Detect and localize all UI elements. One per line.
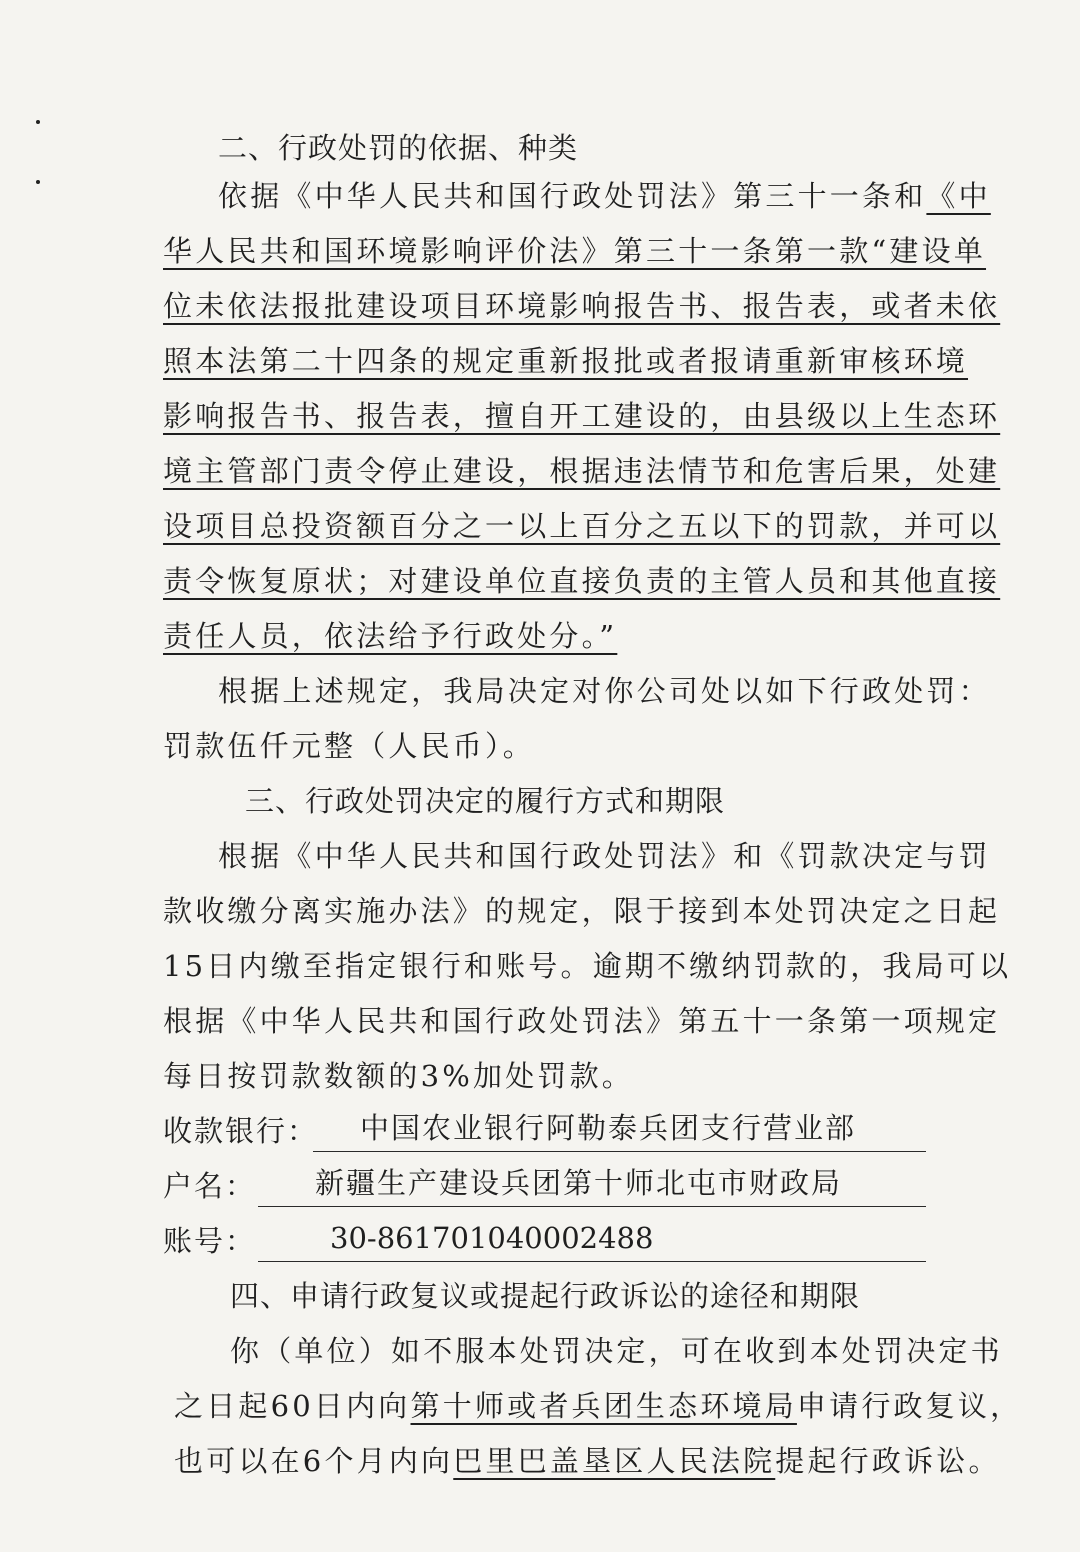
paragraph-line: 照本法第二十四条的规定重新报批或者报请重新审核环境 — [163, 344, 969, 378]
account-number-label: 账号： — [163, 1224, 257, 1258]
punch-mark-dot — [36, 180, 40, 184]
underlined-text-run: 《中 — [926, 179, 991, 213]
underlined-text-run: 第十师或者兵团生态环境局 — [410, 1389, 797, 1423]
account-name-label: 户名： — [163, 1169, 257, 1203]
paragraph-line: 位未依法报批建设项目环境影响报告书、报告表，或者未依 — [163, 289, 1001, 323]
paragraph-line: 根据上述规定，我局决定对你公司处以如下行政处罚： — [218, 674, 991, 708]
bank-value: 中国农业银行阿勒泰兵团支行营业部 — [360, 1111, 857, 1145]
bank-label: 收款银行： — [163, 1114, 319, 1148]
paragraph-line: 罚款伍仟元整（人民币）。 — [163, 729, 535, 763]
punch-mark-dot — [36, 120, 40, 124]
section-3-heading: 三、行政处罚决定的履行方式和期限 — [245, 784, 726, 818]
paragraph-line: 设项目总投资额百分之一以上百分之五以下的罚款，并可以 — [163, 509, 1001, 543]
paragraph-line — [174, 1441, 1001, 1481]
account-number-value: 30-861701040002488 — [330, 1221, 654, 1255]
paragraph-line — [218, 176, 991, 216]
paragraph-line: 影响报告书、报告表，擅自开工建设的，由县级以上生态环 — [163, 399, 1001, 433]
paragraph-line: 责令恢复原状；对建设单位直接负责的主管人员和其他直接 — [163, 564, 1001, 598]
paragraph-line: 15日内缴至指定银行和账号。逾期不缴纳罚款的，我局可以 — [163, 949, 1012, 983]
account-name-underline — [258, 1206, 926, 1207]
paragraph-line: 每日按罚款数额的3%加处罚款。 — [163, 1059, 635, 1093]
text-run: 依据《中华人民共和国行政处罚法》第三十一条和 — [218, 179, 927, 213]
section-2-heading: 二、行政处罚的依据、种类 — [218, 131, 579, 165]
account-name-value: 新疆生产建设兵团第十师北屯市财政局 — [315, 1166, 843, 1200]
paragraph-line: 根据《中华人民共和国行政处罚法》和《罚款决定与罚 — [218, 839, 991, 873]
text-run: 申请行政复议， — [796, 1389, 1023, 1423]
account-number-underline — [258, 1261, 926, 1262]
text-run: 之日起60日内向 — [174, 1389, 411, 1423]
paragraph-line: 责任人员，依法给予行政处分。” — [163, 619, 618, 653]
underlined-text-run: 巴里巴盖垦区人民法院 — [453, 1444, 776, 1478]
text-run: 也可以在6个月内向 — [174, 1444, 454, 1478]
bank-underline — [313, 1151, 926, 1152]
paragraph-line: 你（单位）如不服本处罚决定，可在收到本处罚决定书 — [230, 1334, 1003, 1368]
text-run: 提起行政诉讼。 — [775, 1444, 1001, 1478]
section-4-heading: 四、申请行政复议或提起行政诉讼的途径和期限 — [230, 1279, 861, 1313]
paragraph-line: 华人民共和国环境影响评价法》第三十一条第一款“建设单 — [163, 234, 987, 268]
paragraph-line — [174, 1386, 1022, 1426]
paragraph-line: 境主管部门责令停止建设，根据违法情节和危害后果，处建 — [163, 454, 1001, 488]
paragraph-line: 根据《中华人民共和国行政处罚法》第五十一条第一项规定 — [163, 1004, 1001, 1038]
paragraph-line: 款收缴分离实施办法》的规定，限于接到本处罚决定之日起 — [163, 894, 1001, 928]
